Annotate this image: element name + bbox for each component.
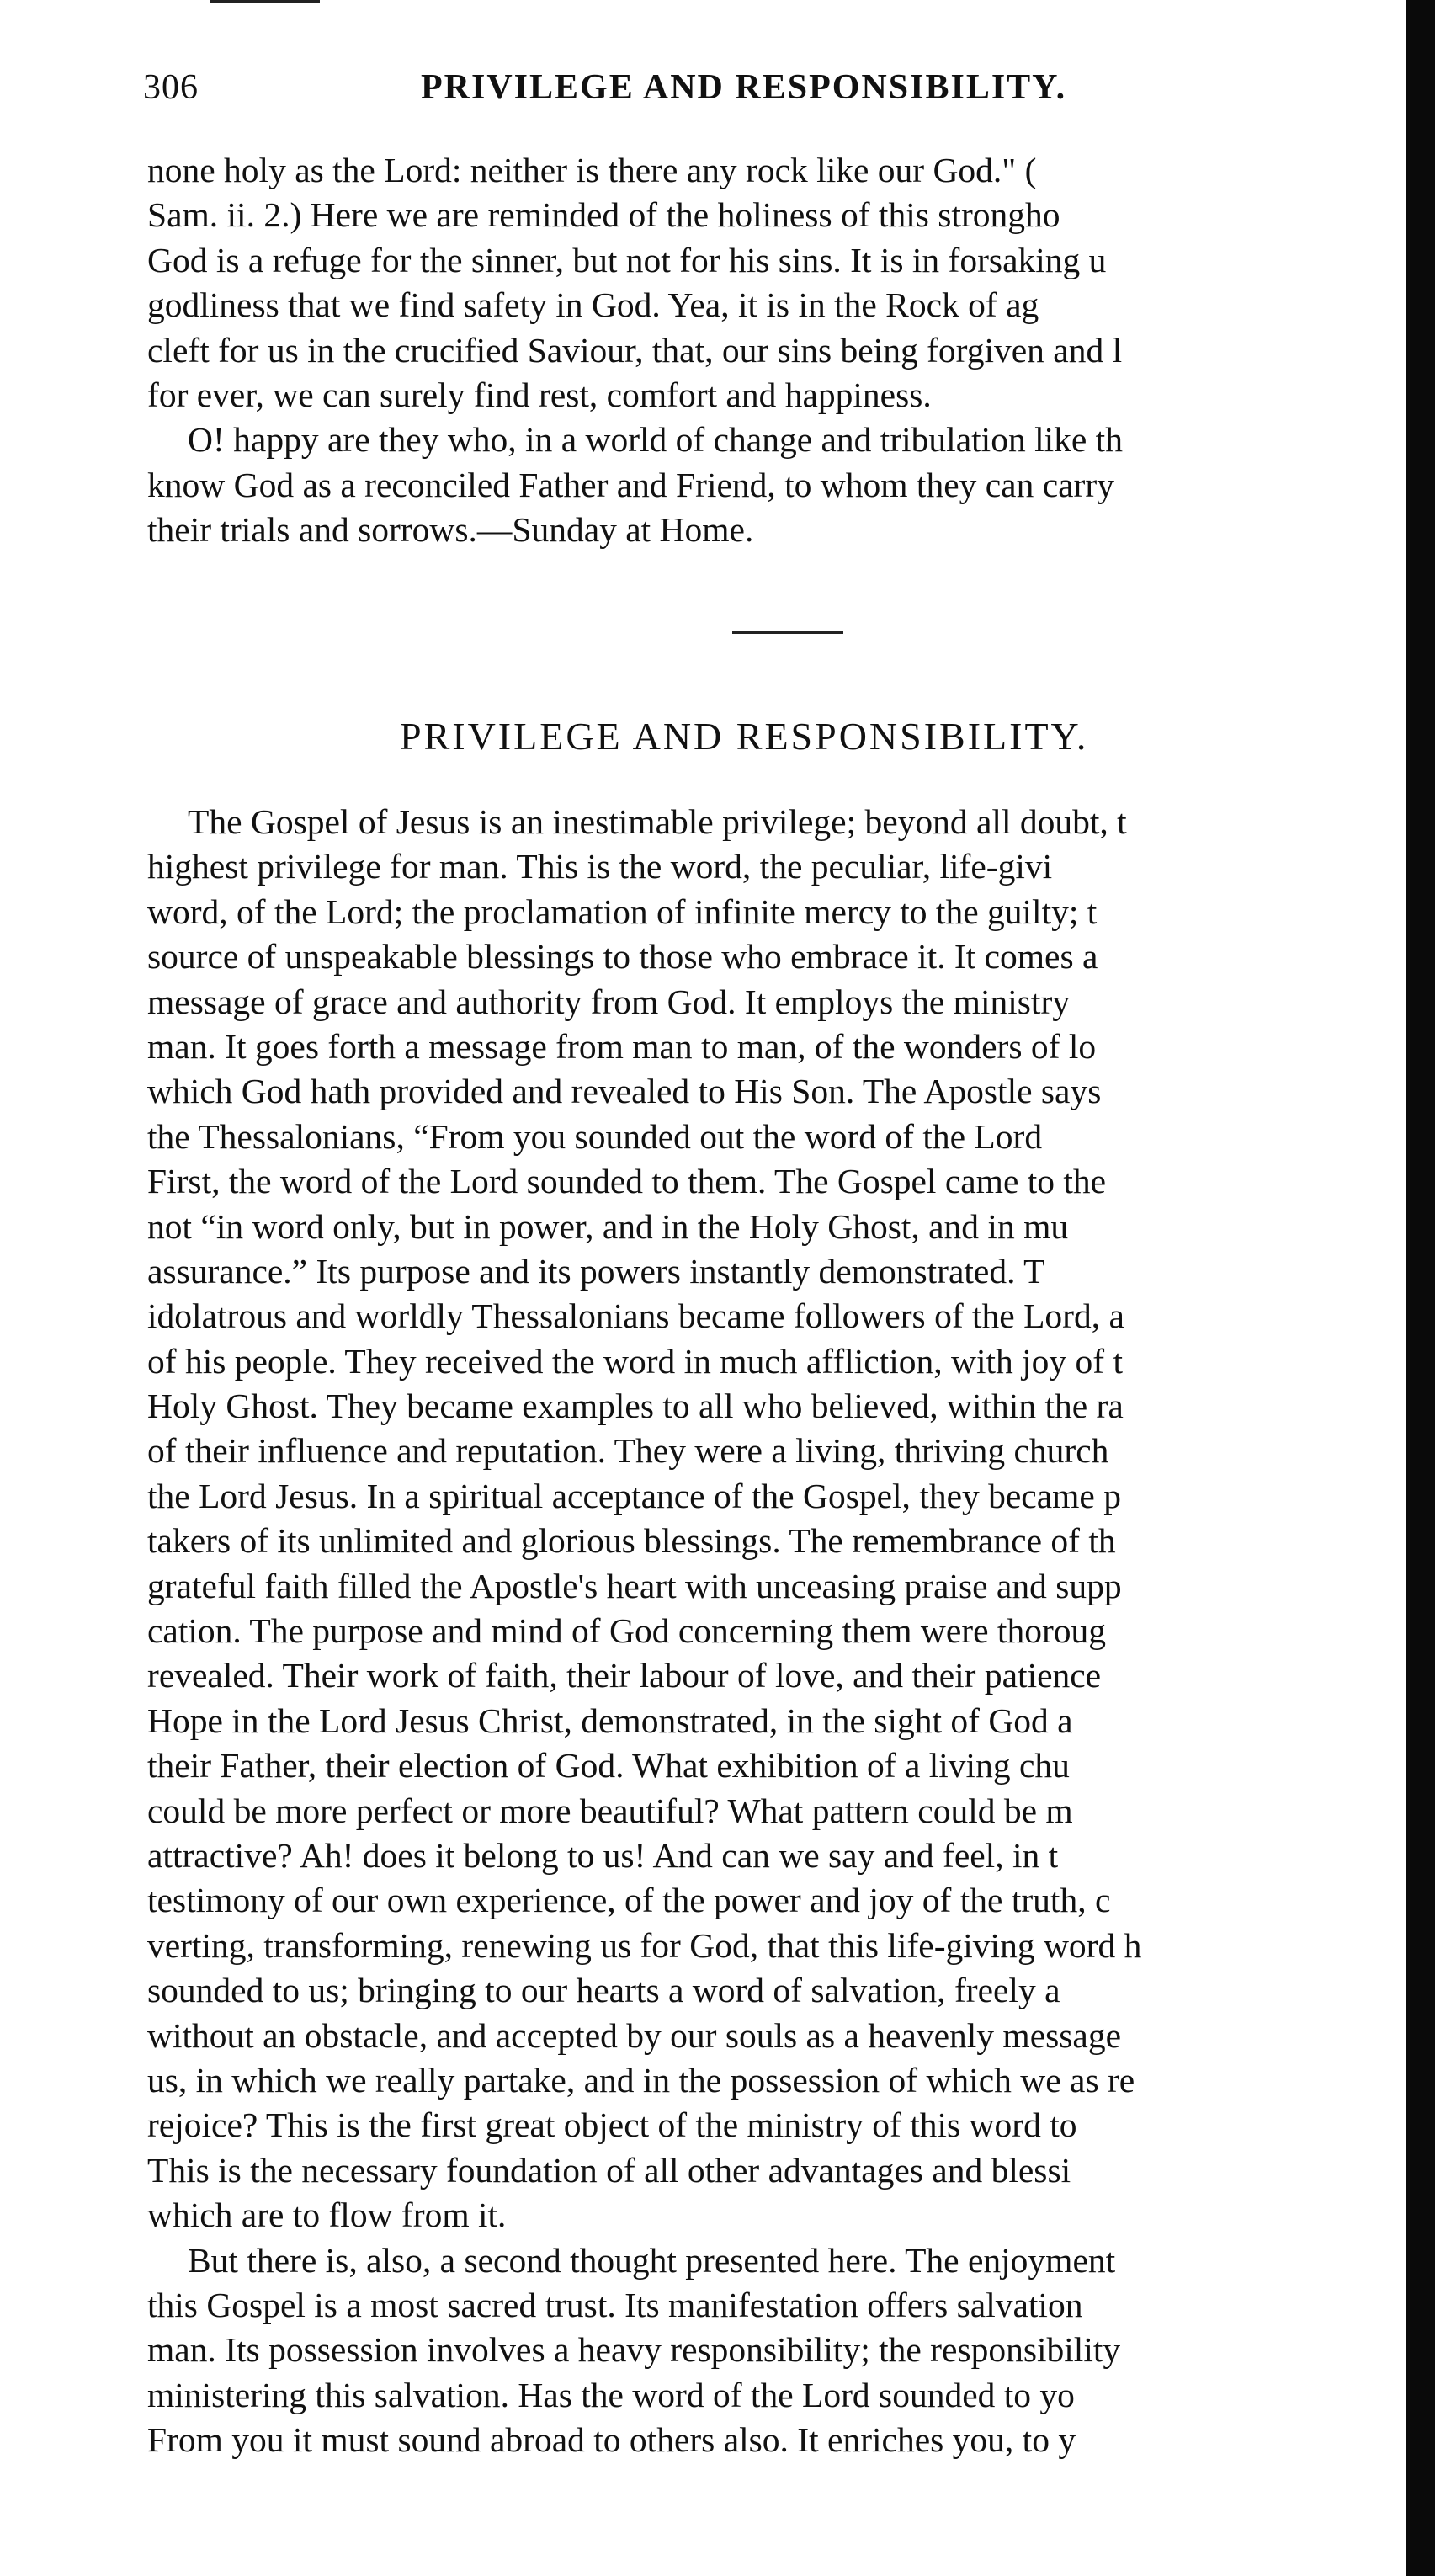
text-line: not “in word only, but in power, and in the Holy Ghost, and in mu	[147, 1206, 1069, 1246]
text-line: source of unspeakable blessings to those who embrace it. It comes a	[147, 937, 1098, 977]
running-head	[143, 67, 1406, 118]
text-line: us, in which we really partake, and in the possession of which we as re	[147, 2060, 1135, 2100]
text-line: none holy as the Lord: neither is there any rock like our God." (	[147, 151, 1037, 189]
text-line: message of grace and authority from God. It employs the ministry	[147, 982, 1071, 1021]
text-line: From you it must sound abroad to others also. It enriches you, to y	[147, 2420, 1076, 2460]
text-line: The Gospel of Jesus is an inestimable privilege; beyond all doubt, t	[188, 802, 1127, 841]
text-line: man. It goes forth a message from man to man, of the wonders of lo	[147, 1026, 1097, 1066]
text-line: without an obstacle, and accepted by our souls as a heavenly message	[147, 2015, 1122, 2055]
previous-article-text	[147, 148, 1435, 553]
text-line: of his people. They received the word in much affliction, with joy of t	[147, 1341, 1124, 1381]
text-line: testimony of our own experience, of the power and joy of the truth, c	[147, 1881, 1111, 1920]
top-margin-rule	[210, 0, 320, 3]
text-line: could be more perfect or more beautiful? What pattern could be m	[147, 1791, 1073, 1830]
text-line: assurance.” Its purpose and its powers instantly demonstrated. T	[147, 1251, 1045, 1291]
text-line: Sam. ii. 2.) Here we are reminded of the holiness of this strongho	[147, 195, 1060, 235]
text-line: the Thessalonians, “From you sounded out the word of the Lord	[147, 1116, 1043, 1156]
article-title: PRIVILEGE AND RESPONSIBILITY.	[400, 715, 1089, 758]
section-divider-rule	[732, 631, 843, 634]
text-line: which God hath provided and revealed to His Son. The Apostle says	[147, 1072, 1102, 1111]
text-line: takers of its unlimited and glorious blessings. The remembrance of th	[147, 1521, 1116, 1561]
text-line: their Father, their election of God. What exhibition of a living chu	[147, 1746, 1070, 1786]
text-line: sounded to us; bringing to our hearts a word of salvation, freely a	[147, 1971, 1060, 2010]
text-line: ministering this salvation. Has the word of the Lord sounded to yo	[147, 2375, 1075, 2414]
text-line: rejoice? This is the first great object of the ministry of this word to	[147, 2105, 1077, 2145]
text-line: This is the necessary foundation of all other advantages and blessi	[147, 2150, 1071, 2190]
text-line: highest privilege for man. This is the word, the peculiar, life-givi	[147, 847, 1053, 886]
text-line: revealed. Their work of faith, their labour of love, and their patience	[147, 1656, 1102, 1695]
text-line: which are to flow from it.	[147, 2195, 507, 2235]
text-line: But there is, also, a second thought presented here. The enjoyment	[188, 2240, 1116, 2280]
text-line: cation. The purpose and mind of God concerning them were thoroug	[147, 1611, 1107, 1651]
text-line: know God as a reconciled Father and Friend, to whom they can carry	[147, 465, 1114, 504]
article-body-text	[147, 800, 1435, 2462]
text-line: cleft for us in the crucified Saviour, that, our sins being forgiven and l	[147, 330, 1123, 370]
text-line: First, the word of the Lord sounded to them. The Gospel came to the	[147, 1162, 1107, 1201]
text-line: Holy Ghost. They became examples to all who believed, within the ra	[147, 1386, 1124, 1426]
text-line: for ever, we can surely find rest, comfort and happiness.	[147, 375, 932, 414]
text-line: idolatrous and worldly Thessalonians became followers of the Lord, a	[147, 1296, 1124, 1336]
text-line: this Gospel is a most sacred trust. Its manifestation offers salvation	[147, 2285, 1083, 2324]
page-number: 306	[143, 68, 199, 107]
text-line: Hope in the Lord Jesus Christ, demonstrated, in the sight of God a	[147, 1700, 1073, 1740]
running-title: PRIVILEGE AND RESPONSIBILITY.	[421, 68, 1067, 107]
text-line: of their influence and reputation. They were a living, thriving church	[147, 1431, 1109, 1471]
text-line: verting, transforming, renewing us for God, that this life-giving word h	[147, 1925, 1142, 1965]
text-line: O! happy are they who, in a world of change and tribulation like th	[188, 420, 1123, 460]
text-line: word, of the Lord; the proclamation of infinite mercy to the guilty; t	[147, 891, 1098, 931]
text-line: the Lord Jesus. In a spiritual acceptance of the Gospel, they became p	[147, 1476, 1121, 1515]
text-line: godliness that we find safety in God. Yea, it is in the Rock of ag	[147, 285, 1039, 325]
text-line: grateful faith filled the Apostle's heart with unceasing praise and supp	[147, 1566, 1122, 1605]
text-line: man. Its possession involves a heavy responsibility; the responsibility	[147, 2330, 1121, 2370]
text-line: their trials and sorrows.—Sunday at Home.	[147, 510, 754, 550]
text-line: attractive? Ah! does it belong to us! And can we say and feel, in t	[147, 1835, 1059, 1875]
text-line: God is a refuge for the sinner, but not for his sins. It is in forsaking u	[147, 240, 1107, 279]
